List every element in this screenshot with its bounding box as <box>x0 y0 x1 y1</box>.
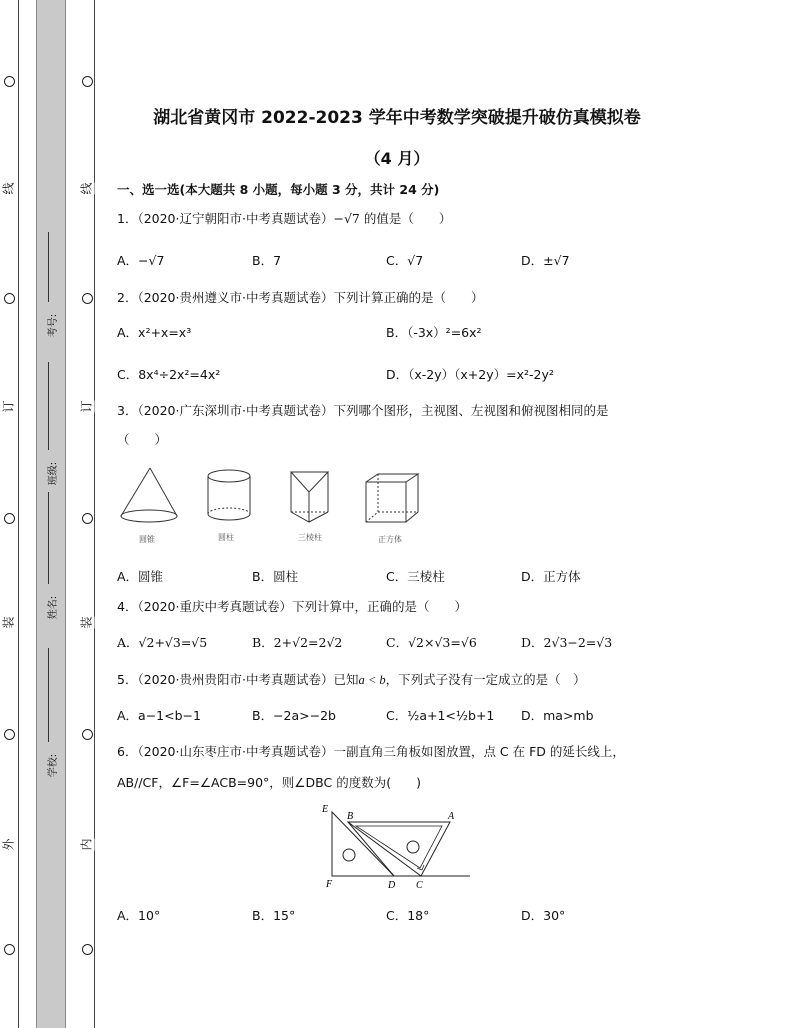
q5-stem-post: ，下列式子没有一定成立的是（ ） <box>385 672 586 687</box>
q5-option-a[interactable]: A．a−1<b−1 <box>117 708 201 723</box>
q4-option-b[interactable]: B．2+√2=2√2 <box>252 635 343 650</box>
q3-option-c[interactable]: C．三棱柱 <box>386 569 445 584</box>
margin-dot <box>82 513 93 524</box>
label-f: F <box>326 879 333 890</box>
q6-option-d[interactable]: D．30° <box>521 908 566 923</box>
cone-figure <box>121 468 177 522</box>
label-c: C <box>416 880 423 891</box>
q4-option-c[interactable]: C．√2×√3=√6 <box>386 635 477 650</box>
caption-prism: 三棱柱 <box>298 533 322 542</box>
q1-option-b[interactable]: B．7 <box>252 253 282 268</box>
field-name-label: 姓名: <box>48 595 60 620</box>
label-d: D <box>388 880 396 891</box>
q1-option-d[interactable]: D．±√7 <box>521 253 570 268</box>
field-class-line[interactable] <box>48 362 49 450</box>
q4-option-a[interactable]: A．√2+√3=√5 <box>117 635 208 650</box>
margin-char-ding-outer: 订 <box>1 400 16 413</box>
q3-option-d[interactable]: D．正方体 <box>521 569 581 584</box>
margin-dot <box>4 729 15 740</box>
prism-figure <box>291 472 328 522</box>
q1-stem-post: 的值是（ ） <box>359 211 452 226</box>
q4-stem: 4．（2020·重庆中考真题试卷）下列计算中，正确的是（ ） <box>117 599 467 614</box>
q6-figure <box>318 800 478 892</box>
segment-bd <box>348 822 394 876</box>
q1-option-a[interactable]: A．−√7 <box>117 253 165 268</box>
margin-char-xian-outer: 线 <box>1 182 16 195</box>
q5-stem <box>117 670 586 688</box>
field-name-line[interactable] <box>48 492 49 584</box>
q6-stem-line2: AB//CF，∠F=∠ACB=90°，则∠DBC 的度数为( ) <box>117 775 421 790</box>
q3-figures <box>112 462 442 552</box>
q5-option-c[interactable]: C．½a+1<½b+1 <box>386 708 495 723</box>
q6-option-c[interactable]: C．18° <box>386 908 430 923</box>
margin-dot <box>82 76 93 87</box>
q2-option-a[interactable]: A．x²+x=x³ <box>117 325 192 340</box>
margin-char-zhuang-inner: 装 <box>79 616 94 629</box>
q2-stem: 2．（2020·贵州遵义市·中考真题试卷）下列计算正确的是（ ） <box>117 290 484 305</box>
field-school-label: 学校: <box>48 753 60 778</box>
q6-stem: 6．（2020·山东枣庄市·中考真题试卷）一副直角三角板如图放置，点 C 在 FD 的延长线上， <box>117 744 625 759</box>
q3-option-a[interactable]: A．圆锥 <box>117 569 164 584</box>
q6-option-a[interactable]: A．10° <box>117 908 161 923</box>
q2-option-d[interactable]: D．（x-2y）（x+2y）=x²-2y² <box>386 367 554 382</box>
field-class-label: 班级: <box>48 461 60 486</box>
margin-dot <box>82 729 93 740</box>
q1-math: −√7 <box>333 211 360 226</box>
q3-stem-paren: （ ） <box>117 432 168 447</box>
triangle-bac <box>348 822 450 876</box>
cube-figure <box>366 474 418 522</box>
hole-circle <box>407 841 419 853</box>
margin-char-xian-inner: 线 <box>79 182 94 195</box>
caption-cylinder: 圆柱 <box>218 533 234 542</box>
label-e: E <box>322 804 329 815</box>
q4-option-d[interactable]: D．2√3−2=√3 <box>521 635 613 650</box>
q1-option-c[interactable]: C．√7 <box>386 253 424 268</box>
field-exam-number-label: 考号: <box>48 313 60 338</box>
q5-stem-pre: 5．（2020·贵州贵阳市·中考真题试卷）已知 <box>117 672 359 687</box>
q1-stem-pre: 1．（2020·辽宁朝阳市·中考真题试卷） <box>117 211 334 226</box>
label-a: A <box>448 811 455 822</box>
margin-dot <box>4 76 15 87</box>
field-school-line[interactable] <box>48 648 49 742</box>
margin-char-ding-inner: 订 <box>79 400 94 413</box>
section-heading: 一、选一选(本大题共 8 小题，每小题 3 分，共计 24 分) <box>117 182 440 197</box>
margin-dot <box>4 944 15 955</box>
label-b: B <box>347 811 354 822</box>
q1-stem <box>117 209 451 227</box>
caption-cone: 圆锥 <box>139 535 155 544</box>
cylinder-figure <box>208 470 250 520</box>
q3-stem: 3．（2020·广东深圳市·中考真题试卷）下列哪个图形，主视图、左视图和俯视图相同的是 <box>117 403 609 418</box>
margin-dot <box>4 513 15 524</box>
page-title: 湖北省黄冈市 2022-2023 学年中考数学突破提升破仿真模拟卷 <box>153 108 641 128</box>
hole-circle <box>343 849 355 861</box>
caption-cube: 正方体 <box>378 535 402 544</box>
q2-option-c[interactable]: C．8x⁴÷2x²=4x² <box>117 367 221 382</box>
q5-math: a < b <box>358 673 386 687</box>
q3-option-b[interactable]: B．圆柱 <box>252 569 299 584</box>
page-subtitle: （4 月） <box>364 149 430 168</box>
q2-option-b[interactable]: B．（-3x）²=6x² <box>386 325 482 340</box>
margin-dot <box>4 293 15 304</box>
margin-char-nei-inner: 内 <box>79 838 94 851</box>
q5-option-d[interactable]: D．ma>mb <box>521 708 594 723</box>
q5-option-b[interactable]: B．−2a>−2b <box>252 708 336 723</box>
margin-char-zhuang-outer: 装 <box>1 616 16 629</box>
margin-char-wai-outer: 外 <box>1 838 16 851</box>
margin-dot <box>82 944 93 955</box>
q6-option-b[interactable]: B．15° <box>252 908 296 923</box>
margin-dot <box>82 293 93 304</box>
field-exam-number-line[interactable] <box>48 232 49 302</box>
